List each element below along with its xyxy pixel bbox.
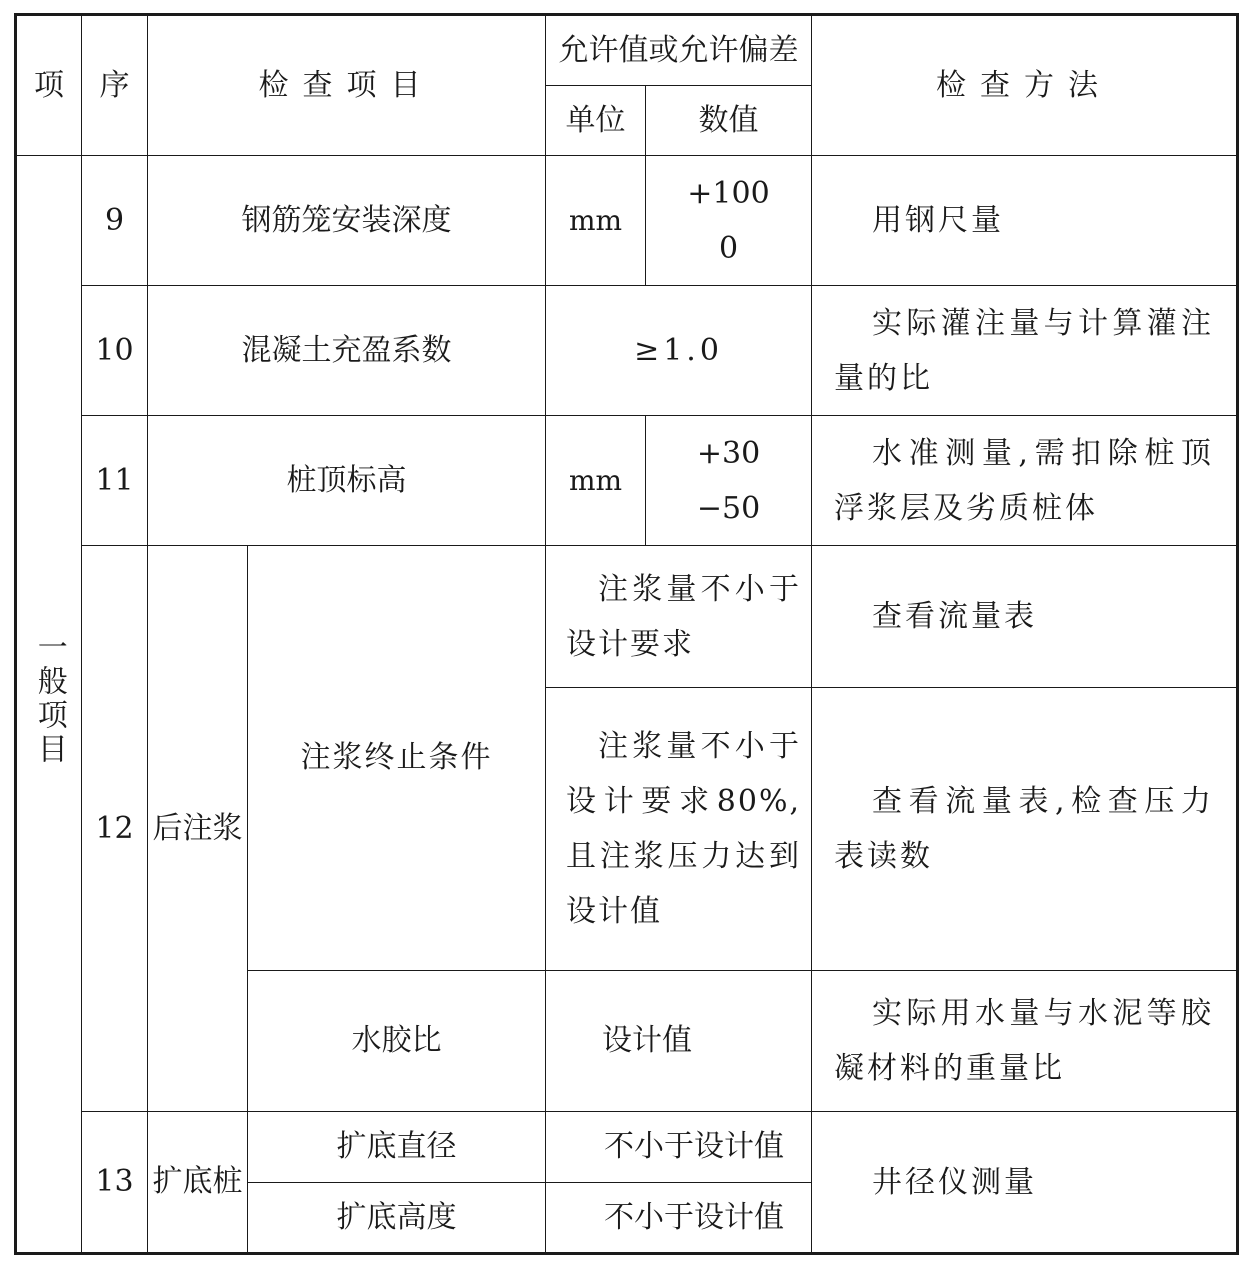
value-lower: 0	[718, 230, 739, 266]
value-upper: +100	[687, 175, 770, 211]
group-label-cell	[16, 156, 82, 1254]
row-value: ≥1.0	[546, 286, 812, 416]
sub-item: 扩底直径	[248, 1112, 546, 1183]
header-check-item: 检查项目	[148, 15, 546, 156]
header-method: 检查方法	[812, 15, 1238, 156]
header-item: 项	[16, 15, 82, 156]
header-value: 数值	[646, 86, 812, 156]
row-item: 扩底桩	[148, 1112, 248, 1254]
row-seq: 12	[82, 546, 148, 1112]
row-method: 查看流量表	[812, 546, 1238, 688]
row-method: 查看流量表,检查压力表读数	[812, 688, 1238, 971]
row-method: 用钢尺量	[812, 156, 1238, 286]
header-allowance: 允许值或允许偏差	[546, 15, 812, 86]
sub-item: 扩底高度	[248, 1183, 546, 1254]
value-upper: +30	[696, 435, 761, 471]
row-value: 不小于设计值	[546, 1112, 812, 1183]
row-seq: 11	[82, 416, 148, 546]
condition: 注浆量不小于设计要求	[546, 546, 812, 688]
group-label: 一般项目	[31, 631, 67, 768]
condition: 注浆量不小于设计要求80%,且注浆压力达到设计值	[546, 688, 812, 971]
row-seq: 9	[82, 156, 148, 286]
sub-item: 注浆终止条件	[248, 546, 546, 971]
row-method: 实际灌注量与计算灌注量的比	[812, 286, 1238, 416]
row-value	[646, 156, 812, 286]
sub-item: 水胶比	[248, 971, 546, 1112]
row-item: 桩顶标高	[148, 416, 546, 546]
row-unit: mm	[546, 156, 646, 286]
row-value: 设计值	[546, 971, 812, 1112]
row-seq: 10	[82, 286, 148, 416]
row-method: 水准测量,需扣除桩顶浮浆层及劣质桩体	[812, 416, 1238, 546]
row-item: 后注浆	[148, 546, 248, 1112]
row-value: 不小于设计值	[546, 1183, 812, 1254]
header-unit: 单位	[546, 86, 646, 156]
header-seq: 序	[82, 15, 148, 156]
value-lower: −50	[696, 490, 761, 526]
inspection-table	[14, 13, 1239, 1255]
row-seq: 13	[82, 1112, 148, 1254]
row-unit: mm	[546, 416, 646, 546]
row-method: 井径仪测量	[812, 1112, 1238, 1254]
row-item: 钢筋笼安装深度	[148, 156, 546, 286]
row-method: 实际用水量与水泥等胶凝材料的重量比	[812, 971, 1238, 1112]
row-value	[646, 416, 812, 546]
row-item: 混凝土充盈系数	[148, 286, 546, 416]
